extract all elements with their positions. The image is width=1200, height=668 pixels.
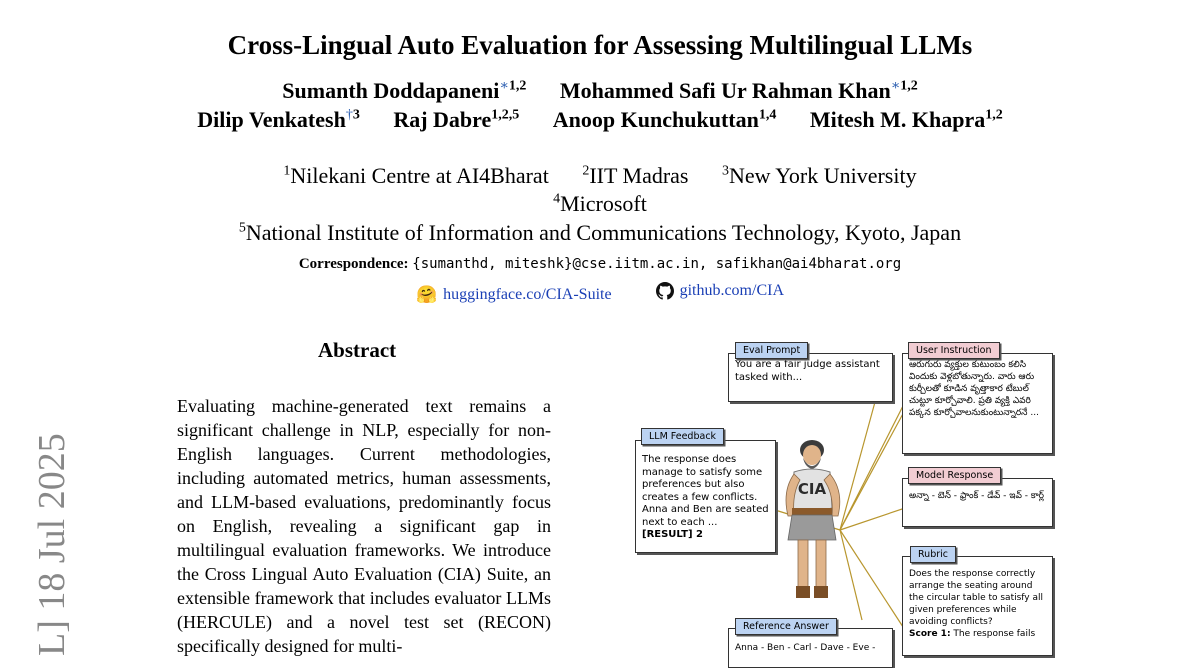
abstract-body (177, 394, 551, 658)
reference-answer-text: Anna - Ben - Carl - Dave - Eve - (735, 643, 876, 653)
huggingface-link-wrap (416, 285, 612, 305)
user-instruction-tag: User Instruction (908, 342, 1000, 359)
authors-line-1 (0, 78, 1200, 104)
affiliations-line-1 (0, 163, 1200, 189)
rubric-text: Does the response correctly arrange the seating around the circular table to satisfy all given preferences while avoiding conflicts? (909, 569, 1043, 627)
arxiv-sidebar (20, 396, 90, 656)
correspondence-label: Correspondence: (298, 256, 409, 272)
affiliations-line-3 (0, 220, 1200, 246)
user-instruction-box (902, 353, 1053, 454)
author: Sumanth Doddapaneni$^{∗1,2}$ (282, 78, 527, 103)
affiliation: $^4$Microsoft (553, 191, 647, 216)
mascot-label: CIA (797, 480, 827, 498)
rubric-tag: Rubric (910, 546, 956, 563)
affiliation: $^3$New York University (721, 163, 917, 188)
huggingface-icon: 🤗 (415, 285, 438, 304)
eval-prompt-box (728, 353, 893, 402)
author: Anoop Kunchukuttan$^{1,4}$ (552, 107, 777, 132)
affiliation: $^5$National Institute of Information and Communications Technology, Kyoto, Japan (238, 220, 962, 245)
abstract-text: Evaluating machine-generated text remains a significant challenge in NLP, especially for non-English languages. Current methodologies, including automated metrics, human assessments, and LLM-based evaluations, predominantly focus on English, revealing a significant gap in multilingual evaluation frameworks. We introduce the Cross Lingual Auto Evaluation (CIA) Suite, an extensible framework that includes evaluator LLMs (HERCULE) and a novel test set (RECON) specifically designed for multi- (177, 396, 551, 656)
author: Dilip Venkatesh$^{\dagger 3}$ (197, 107, 360, 132)
model-response-tag: Model Response (908, 467, 1001, 484)
affiliation: $^1$Nilekani Centre at AI4Bharat (283, 163, 549, 188)
model-response-text: అన్నా - బెన్ - ఫ్రాంక్ - డేవ్ - ఇవ్ - కార్ల్ (909, 491, 1044, 501)
eval-prompt-tag: Eval Prompt (735, 342, 808, 359)
llm-feedback-box (635, 440, 776, 553)
authors-line-2 (0, 107, 1200, 133)
github-link-wrap (656, 282, 784, 300)
hercules-mascot-icon (772, 436, 852, 626)
abstract-heading: Abstract (318, 338, 397, 362)
arxiv-stamp: L] 18 Jul 2025 (31, 433, 73, 656)
rubric-score-label: Score 1: (909, 629, 951, 639)
reference-answer-tag: Reference Answer (735, 618, 837, 635)
huggingface-link[interactable]: huggingface.co/CIA-Suite (443, 286, 612, 303)
llm-feedback-result: [RESULT] 2 (642, 529, 703, 540)
author: Raj Dabre$^{1,2,5}$ (393, 107, 520, 132)
correspondence (0, 256, 1200, 273)
github-link[interactable]: github.com/CIA (679, 282, 784, 299)
llm-feedback-tag: LLM Feedback (641, 428, 724, 445)
correspondence-emails[interactable]: {sumanthd, miteshk}@cse.iitm.ac.in, safikhan@ai4bharat.org (412, 256, 902, 272)
author: Mitesh M. Khapra$^{1,2}$ (809, 107, 1003, 132)
model-response-box (902, 478, 1053, 527)
rubric-box (902, 556, 1053, 656)
user-instruction-text: ఆరుగురు వ్యక్తుల కుటుంబం కలిసి విందుకు వెళ్లబోతున్నారు. వారు ఆరు కుర్చీలతో కూడిన వృత్తాకార టేబుల్ చుట్టూ కూర్చోవాలి. ప్రతి వ్యక్తి ఎవరి పక్కన కూర్చోవాలనుకుంటున్నారనే ... (909, 360, 1039, 418)
paper-title: Cross-Lingual Auto Evaluation for Assessing Multilingual LLMs (227, 30, 973, 60)
github-icon (656, 282, 674, 300)
rubric-score-text: The response fails (953, 629, 1036, 639)
affiliation: $^2$IIT Madras (582, 163, 689, 188)
resource-links (0, 282, 1200, 305)
llm-feedback-text: The response does manage to satisfy some preferences but also creates a few conflicts. Anna and Ben are seated next to each ... (642, 454, 769, 528)
eval-prompt-text: You are a fair judge assistant tasked with... (735, 359, 880, 383)
affiliations-line-2 (0, 191, 1200, 217)
author: Mohammed Safi Ur Rahman Khan$^{∗1,2}$ (559, 78, 918, 103)
